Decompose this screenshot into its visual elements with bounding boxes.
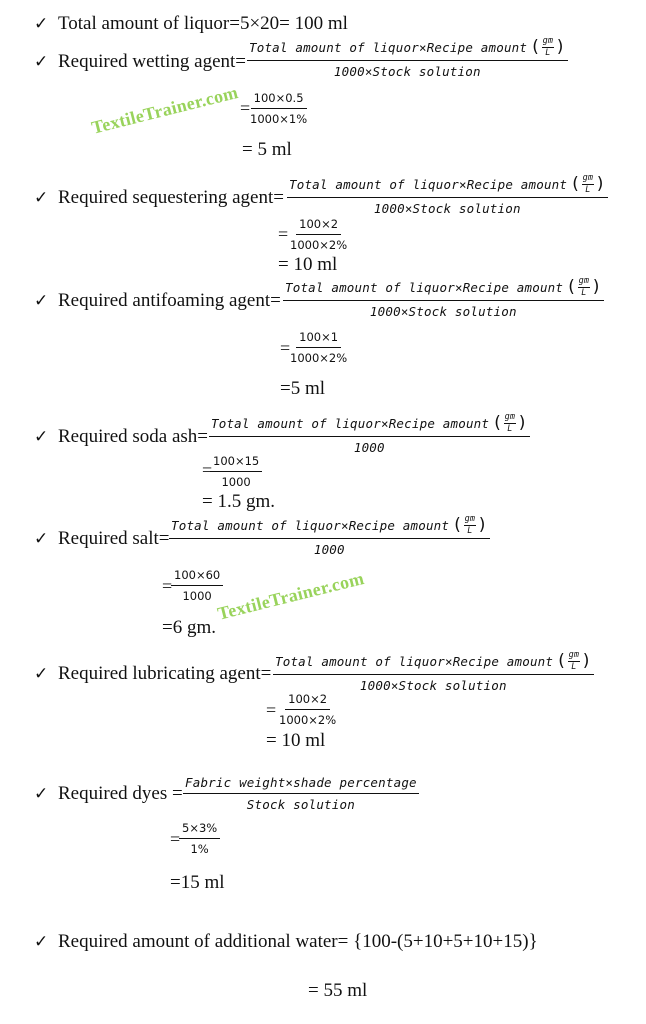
- lubricating-result: = 10 ml: [266, 730, 326, 751]
- sequestering-line: [34, 188, 284, 207]
- soda-formula: Total amount of liquor×Recipe amount ( gm L ) 1000: [211, 412, 528, 455]
- dyes-result: =15 ml: [170, 872, 225, 893]
- check-icon: ✓: [34, 784, 49, 804]
- antifoaming-result: =5 ml: [280, 378, 326, 399]
- check-icon: ✓: [34, 932, 49, 952]
- lubricating-line: [34, 664, 271, 683]
- dyes-line: [34, 784, 183, 803]
- dyes-substitution: $\frac{5\times 3\%}{1\%}$: [179, 821, 220, 856]
- sequestering-substitution: $\frac{100\times 2}{1000\times 2\%}$: [290, 217, 348, 252]
- water-line: [34, 932, 538, 951]
- check-icon: ✓: [34, 664, 49, 684]
- lubricating-substitution: $\frac{100\times 2}{1000\times 2\%}$: [279, 692, 337, 727]
- water-label: Required amount of additional water= {100-(5+10+5+10+15)}: [58, 931, 538, 952]
- gm-per-l: ( gm L ): [452, 514, 488, 536]
- wetting-formula: Total amount of liquor×Recipe amount ( gm L ) 1000×Stock solution: [249, 36, 566, 79]
- wetting-label: Required wetting agent=: [58, 51, 246, 72]
- gm-per-l: ( gm L ): [530, 36, 566, 58]
- gm-per-l: ( gm L ): [566, 276, 602, 298]
- gm-per-l: ( gm L ): [570, 173, 606, 195]
- gm-per-l: ( gm L ): [556, 650, 592, 672]
- liquor-line: [34, 14, 348, 33]
- check-icon: ✓: [34, 529, 49, 549]
- wetting-result: = 5 ml: [242, 139, 292, 160]
- soda-line: [34, 427, 208, 446]
- watermark: TextileTrainer.com: [89, 81, 241, 138]
- water-result: = 55 ml: [308, 980, 368, 1001]
- antifoaming-substitution: $\frac{100\times 1}{1000\times 2\%}$: [290, 330, 348, 365]
- salt-formula: Total amount of liquor×Recipe amount ( gm L ) 1000: [171, 514, 488, 557]
- sequestering-formula: Total amount of liquor×Recipe amount ( gm L ) 1000×Stock solution: [289, 173, 606, 216]
- lubricating-label: Required lubricating agent=: [58, 663, 272, 684]
- salt-line: [34, 529, 170, 548]
- dyes-formula: Fabric weight×shade percentage Stock solution: [185, 775, 417, 812]
- soda-result: = 1.5 gm.: [202, 491, 275, 512]
- antifoaming-label: Required antifoaming agent=: [58, 290, 281, 311]
- dyes-label: Required dyes =: [58, 783, 183, 804]
- salt-label: Required salt=: [58, 528, 170, 549]
- wetting-substitution: $\frac{100\times 0.5}{1000\times 1\%}$: [250, 91, 308, 126]
- sequestering-label: Required sequestering agent=: [58, 187, 284, 208]
- wetting-line: [34, 52, 246, 71]
- salt-substitution: $\frac{100\times 60}{1000}$: [171, 568, 223, 603]
- gm-per-l: ( gm L ): [492, 412, 528, 434]
- soda-substitution: $\frac{100\times 15}{1000}$: [210, 454, 262, 489]
- check-icon: ✓: [34, 14, 49, 34]
- sequestering-result: = 10 ml: [278, 254, 338, 275]
- watermark: TextileTrainer.com: [215, 567, 367, 624]
- lubricating-formula: Total amount of liquor×Recipe amount ( gm L ) 1000×Stock solution: [275, 650, 592, 693]
- check-icon: ✓: [34, 427, 49, 447]
- check-icon: ✓: [34, 188, 49, 208]
- soda-label: Required soda ash=: [58, 426, 209, 447]
- check-icon: ✓: [34, 291, 49, 311]
- salt-result: =6 gm.: [162, 617, 216, 638]
- check-icon: ✓: [34, 52, 49, 72]
- antifoaming-formula: Total amount of liquor×Recipe amount ( gm L ) 1000×Stock solution: [285, 276, 602, 319]
- liquor-label: Total amount of liquor=5×20= 100 ml: [58, 13, 348, 34]
- antifoaming-line: [34, 291, 281, 310]
